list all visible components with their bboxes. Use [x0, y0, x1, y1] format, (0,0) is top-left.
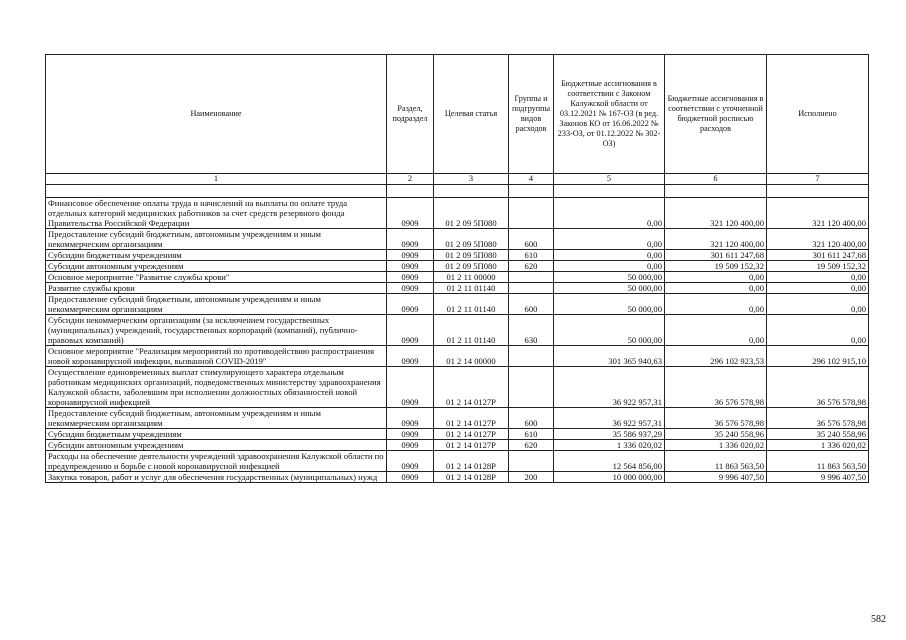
row-target: 01 2 09 5П080: [434, 229, 509, 250]
table-row: [46, 429, 869, 440]
table-row: [46, 294, 869, 315]
row-alloc-revised: 0,00: [665, 294, 767, 315]
row-group: [509, 346, 554, 367]
row-alloc-law: 36 922 957,31: [554, 408, 665, 429]
row-execution: 35 240 558,96: [767, 429, 869, 440]
row-alloc-law: 10 000 000,00: [554, 472, 665, 483]
row-group: 600: [509, 229, 554, 250]
row-section: 0909: [387, 451, 434, 472]
row-alloc-revised: 1 336 020,02: [665, 440, 767, 451]
spacer-cell: [665, 185, 767, 198]
header-row: [46, 55, 869, 174]
row-target: 01 2 11 01140: [434, 315, 509, 346]
row-target: 01 2 09 5П080: [434, 250, 509, 261]
row-group: 620: [509, 261, 554, 272]
row-section: 0909: [387, 440, 434, 451]
header-alloc-law: Бюджетные ассигнования в соответствии с Законом Калужской области от 03.12.2021 № 167-ОЗ (в ред. Законов КО от 16.06.2022 № 233-ОЗ, от 01.12.2022 № 302-ОЗ): [554, 55, 665, 174]
table-row: [46, 346, 869, 367]
row-group: 610: [509, 250, 554, 261]
row-section: 0909: [387, 294, 434, 315]
row-name: Субсидии некоммерческим организациям (за исключением государственных (муниципальных) учреждений, государственных корпораций (компаний), публично-правовых компаний): [46, 315, 387, 346]
row-alloc-revised: 36 576 578,98: [665, 367, 767, 408]
row-name: Финансовое обеспечение оплаты труда и начислений на выплаты по оплате труда отдельных категорий медицинских работников за счет средств резервного фонда Правительства Российской Федерации: [46, 198, 387, 229]
row-name: Субсидии автономным учреждениям: [46, 261, 387, 272]
row-alloc-revised: 19 509 152,32: [665, 261, 767, 272]
row-name: Основное мероприятие "Реализация мероприятий по противодействию распространения новой коронавирусной инфекции, вызванной COVID-2019": [46, 346, 387, 367]
row-target: 01 2 14 0127Р: [434, 429, 509, 440]
row-name: Предоставление субсидий бюджетным, автономным учреждениям и иным некоммерческим организациям: [46, 229, 387, 250]
row-section: 0909: [387, 367, 434, 408]
row-alloc-revised: 301 611 247,68: [665, 250, 767, 261]
row-section: 0909: [387, 429, 434, 440]
row-name: Субсидии автономным учреждениям: [46, 440, 387, 451]
row-alloc-revised: 35 240 558,96: [665, 429, 767, 440]
row-alloc-law: 0,00: [554, 229, 665, 250]
row-section: 0909: [387, 315, 434, 346]
spacer-cell: [434, 185, 509, 198]
row-group: 200: [509, 472, 554, 483]
row-execution: 0,00: [767, 272, 869, 283]
header-section: Раздел, подраздел: [387, 55, 434, 174]
col-number: 3: [434, 174, 509, 185]
header-alloc-revised: Бюджетные ассигнования в соответствии с уточненной бюджетной росписью расходов: [665, 55, 767, 174]
row-name: Развитие службы крови: [46, 283, 387, 294]
row-alloc-law: 12 564 856,00: [554, 451, 665, 472]
row-alloc-law: 50 000,00: [554, 283, 665, 294]
spacer-cell: [554, 185, 665, 198]
row-section: 0909: [387, 229, 434, 250]
row-target: 01 2 14 0127Р: [434, 440, 509, 451]
row-alloc-law: 0,00: [554, 198, 665, 229]
header-groups: Группы и подгруппы видов расходов: [509, 55, 554, 174]
row-group: 610: [509, 429, 554, 440]
row-name: Основное мероприятие "Развитие службы крови": [46, 272, 387, 283]
row-execution: 9 996 407,50: [767, 472, 869, 483]
spacer-cell: [387, 185, 434, 198]
budget-execution-table: [45, 54, 869, 483]
row-target: 01 2 11 01140: [434, 283, 509, 294]
row-execution: 0,00: [767, 294, 869, 315]
row-group: [509, 272, 554, 283]
row-group: 630: [509, 315, 554, 346]
row-alloc-law: 50 000,00: [554, 294, 665, 315]
header-name: Наименование: [46, 55, 387, 174]
col-number: 1: [46, 174, 387, 185]
row-alloc-law: 0,00: [554, 250, 665, 261]
row-execution: 11 863 563,50: [767, 451, 869, 472]
header-target: Целевая статья: [434, 55, 509, 174]
row-group: [509, 198, 554, 229]
row-alloc-law: 1 336 020,02: [554, 440, 665, 451]
row-alloc-revised: 296 102 923,53: [665, 346, 767, 367]
spacer-row: [46, 185, 869, 198]
table-row: [46, 283, 869, 294]
table-row: [46, 198, 869, 229]
table-row: [46, 272, 869, 283]
row-target: 01 2 14 0128Р: [434, 472, 509, 483]
row-alloc-law: 35 586 937,29: [554, 429, 665, 440]
row-target: 01 2 11 00000: [434, 272, 509, 283]
table-row: [46, 451, 869, 472]
row-execution: 301 611 247,68: [767, 250, 869, 261]
row-name: Осуществление единовременных выплат стимулирующего характера отдельным работникам медицинских организаций, подведомственных министерству здравоохранения Калужской области, заболевшим при исполнении должностных обязанностей новой коронавирусной инфекцией: [46, 367, 387, 408]
col-number: 2: [387, 174, 434, 185]
row-group: 600: [509, 294, 554, 315]
col-number: 5: [554, 174, 665, 185]
row-alloc-revised: 11 863 563,50: [665, 451, 767, 472]
table-row: [46, 367, 869, 408]
row-name: Предоставление субсидий бюджетным, автономным учреждениям и иным некоммерческим организациям: [46, 408, 387, 429]
col-number: 4: [509, 174, 554, 185]
row-section: 0909: [387, 472, 434, 483]
spacer-cell: [509, 185, 554, 198]
row-alloc-revised: 321 120 400,00: [665, 198, 767, 229]
col-number: 7: [767, 174, 869, 185]
table-row: [46, 261, 869, 272]
row-execution: 321 120 400,00: [767, 229, 869, 250]
row-alloc-law: 50 000,00: [554, 315, 665, 346]
row-group: 600: [509, 408, 554, 429]
row-section: 0909: [387, 198, 434, 229]
row-alloc-revised: 9 996 407,50: [665, 472, 767, 483]
row-target: 01 2 09 5П080: [434, 261, 509, 272]
row-execution: 321 120 400,00: [767, 198, 869, 229]
table-row: [46, 250, 869, 261]
row-alloc-revised: 0,00: [665, 315, 767, 346]
row-alloc-revised: 321 120 400,00: [665, 229, 767, 250]
row-target: 01 2 14 0127Р: [434, 367, 509, 408]
row-name: Субсидии бюджетным учреждениям: [46, 250, 387, 261]
row-section: 0909: [387, 408, 434, 429]
row-alloc-law: 0,00: [554, 261, 665, 272]
spacer-cell: [767, 185, 869, 198]
row-section: 0909: [387, 346, 434, 367]
row-alloc-law: 301 365 940,63: [554, 346, 665, 367]
row-execution: 0,00: [767, 283, 869, 294]
col-number: 6: [665, 174, 767, 185]
row-alloc-revised: 36 576 578,98: [665, 408, 767, 429]
page-number: 582: [871, 614, 886, 625]
table-row: [46, 229, 869, 250]
row-alloc-revised: 0,00: [665, 272, 767, 283]
row-name: Субсидии бюджетным учреждениям: [46, 429, 387, 440]
row-name: Расходы на обеспечение деятельности учреждений здравоохранения Калужской области по предупреждению и борьбе с новой коронавирусной инфекцией: [46, 451, 387, 472]
row-target: 01 2 14 00000: [434, 346, 509, 367]
column-number-row: [46, 174, 869, 185]
row-execution: 1 336 020,02: [767, 440, 869, 451]
row-execution: 0,00: [767, 315, 869, 346]
row-target: 01 2 14 0128Р: [434, 451, 509, 472]
row-name: Закупка товаров, работ и услуг для обеспечения государственных (муниципальных) нужд: [46, 472, 387, 483]
row-section: 0909: [387, 250, 434, 261]
row-execution: 36 576 578,98: [767, 367, 869, 408]
row-group: [509, 367, 554, 408]
row-target: 01 2 11 01140: [434, 294, 509, 315]
row-section: 0909: [387, 272, 434, 283]
row-alloc-law: 36 922 957,31: [554, 367, 665, 408]
row-target: 01 2 09 5П080: [434, 198, 509, 229]
table-row: [46, 472, 869, 483]
row-name: Предоставление субсидий бюджетным, автономным учреждениям и иным некоммерческим организациям: [46, 294, 387, 315]
header-execution: Исполнено: [767, 55, 869, 174]
row-section: 0909: [387, 283, 434, 294]
table-row: [46, 408, 869, 429]
row-execution: 36 576 578,98: [767, 408, 869, 429]
row-alloc-revised: 0,00: [665, 283, 767, 294]
row-target: 01 2 14 0127Р: [434, 408, 509, 429]
row-alloc-law: 50 000,00: [554, 272, 665, 283]
row-execution: 19 509 152,32: [767, 261, 869, 272]
row-section: 0909: [387, 261, 434, 272]
row-group: [509, 451, 554, 472]
table-row: [46, 440, 869, 451]
row-group: 620: [509, 440, 554, 451]
table-row: [46, 315, 869, 346]
spacer-cell: [46, 185, 387, 198]
row-execution: 296 102 915,10: [767, 346, 869, 367]
row-group: [509, 283, 554, 294]
